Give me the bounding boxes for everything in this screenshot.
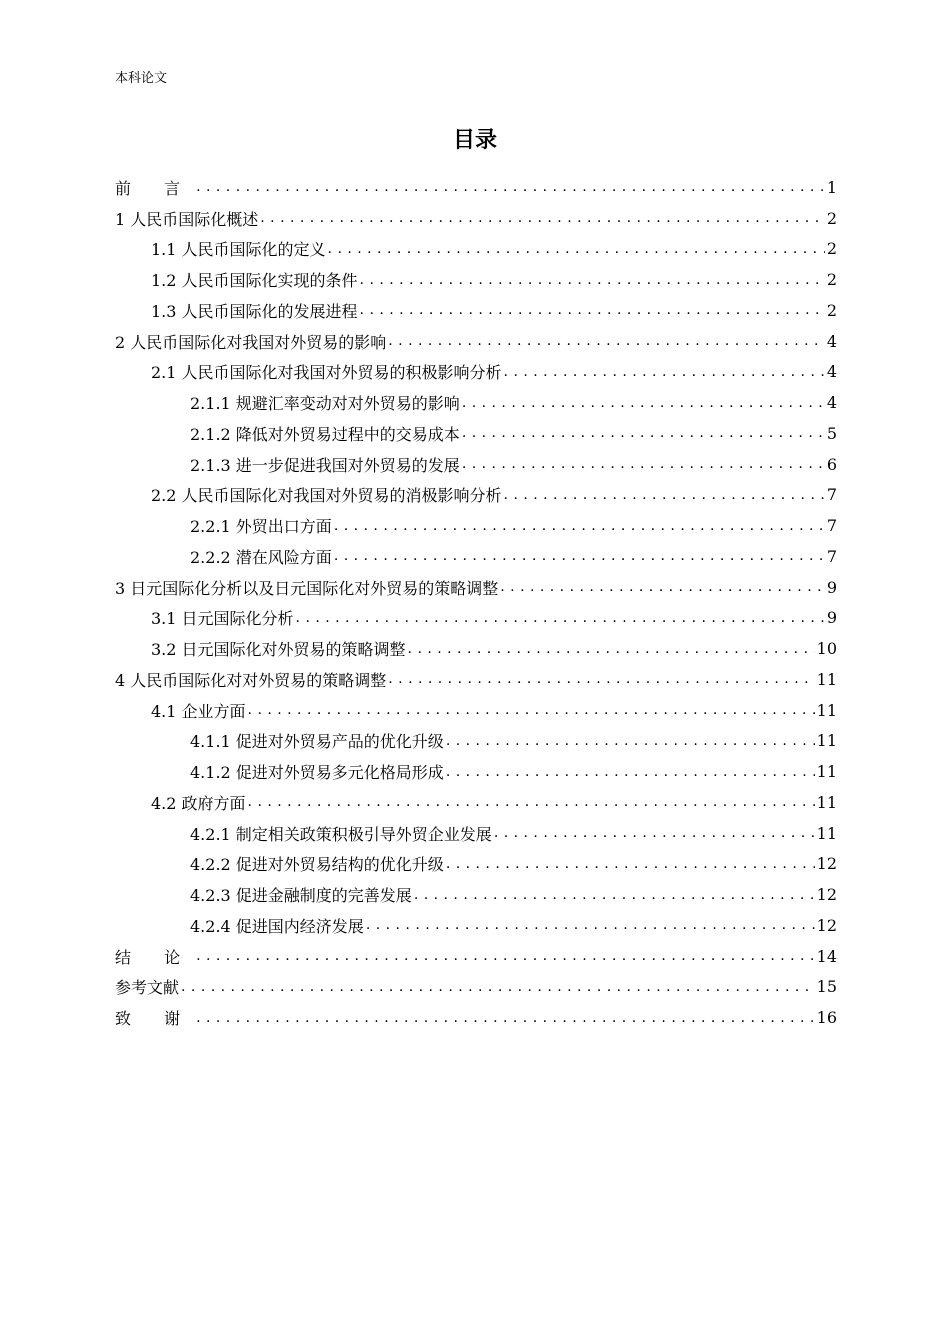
- toc-entry-page-number: 11: [816, 700, 837, 720]
- toc-entry[interactable]: [115, 449, 837, 480]
- toc-entry[interactable]: [115, 941, 837, 972]
- toc-leader-dots: [334, 516, 825, 536]
- toc-entry-page-number: 5: [826, 423, 837, 443]
- toc-entry-page-number: 11: [816, 731, 837, 751]
- toc-entry-page-number: 11: [816, 762, 837, 782]
- toc-leader-dots: [181, 977, 815, 997]
- toc-entry-label: 结 论: [115, 947, 195, 967]
- toc-entry[interactable]: [115, 726, 837, 757]
- toc-leader-dots: [196, 177, 825, 197]
- toc-entry-label: 2.2.1 外贸出口方面: [190, 517, 332, 537]
- toc-leader-dots: [196, 946, 815, 966]
- toc-entry-label: 2 人民币国际化对我国对外贸易的影响: [115, 332, 387, 352]
- toc-entry-label: 2.1.2 降低对外贸易过程中的交易成本: [190, 424, 460, 444]
- toc-entry-page-number: 6: [826, 454, 837, 474]
- toc-leader-dots: [504, 485, 825, 505]
- toc-entry-page-number: 16: [816, 1008, 837, 1028]
- toc-leader-dots: [462, 423, 825, 443]
- toc-leader-dots: [414, 885, 815, 905]
- toc-entry-page-number: 9: [826, 608, 837, 628]
- toc-entry-label: 4.2.3 促进金融制度的完善发展: [190, 886, 412, 906]
- toc-entry-page-number: 12: [816, 854, 837, 874]
- toc-entry-label: 1.3 人民币国际化的发展进程: [151, 301, 358, 321]
- table-of-contents: [115, 172, 837, 1033]
- toc-entry[interactable]: [115, 203, 837, 234]
- toc-entry-page-number: 15: [816, 977, 837, 997]
- toc-leader-dots: [360, 300, 825, 320]
- toc-entry[interactable]: [115, 818, 837, 849]
- toc-entry-label: 2.2.2 潜在风险方面: [190, 547, 332, 567]
- toc-entry-label: 4.2.4 促进国内经济发展: [190, 916, 364, 936]
- toc-leader-dots: [500, 577, 825, 597]
- toc-entry-page-number: 2: [826, 239, 837, 259]
- toc-leader-dots: [360, 270, 825, 290]
- toc-entry[interactable]: [115, 787, 837, 818]
- toc-entry-label: 4.2 政府方面: [151, 793, 246, 813]
- toc-entry-label: 1.1 人民币国际化的定义: [151, 240, 326, 260]
- toc-entry[interactable]: [115, 172, 837, 203]
- toc-entry[interactable]: [115, 295, 837, 326]
- toc-leader-dots: [446, 854, 815, 874]
- toc-entry-label: 3.1 日元国际化分析: [151, 609, 294, 629]
- toc-entry-label: 3.2 日元国际化对外贸易的策略调整: [151, 640, 406, 660]
- toc-leader-dots: [248, 792, 815, 812]
- toc-entry-label: 致 谢: [115, 1009, 195, 1029]
- toc-leader-dots: [504, 362, 825, 382]
- toc-leader-dots: [462, 393, 825, 413]
- toc-leader-dots: [462, 454, 825, 474]
- toc-entry[interactable]: [115, 664, 837, 695]
- toc-leader-dots: [366, 915, 815, 935]
- toc-entry[interactable]: [115, 234, 837, 265]
- toc-entry-label: 3 日元国际化分析以及日元国际化对外贸易的策略调整: [115, 578, 499, 598]
- toc-entry-page-number: 4: [826, 393, 837, 413]
- toc-entry[interactable]: [115, 603, 837, 634]
- toc-leader-dots: [388, 331, 825, 351]
- toc-entry[interactable]: [115, 541, 837, 572]
- toc-entry-page-number: 12: [816, 885, 837, 905]
- toc-entry-label: 4.2.2 促进对外贸易结构的优化升级: [190, 855, 444, 875]
- toc-entry-label: 2.1.3 进一步促进我国对外贸易的发展: [190, 455, 460, 475]
- toc-leader-dots: [446, 762, 815, 782]
- toc-leader-dots: [388, 669, 814, 689]
- toc-entry[interactable]: [115, 510, 837, 541]
- toc-entry-page-number: 1: [826, 177, 837, 197]
- toc-entry[interactable]: [115, 695, 837, 726]
- toc-entry-label: 前 言: [115, 178, 195, 198]
- toc-leader-dots: [196, 1008, 815, 1028]
- toc-entry[interactable]: [115, 879, 837, 910]
- toc-entry-label: 1.2 人民币国际化实现的条件: [151, 271, 358, 291]
- toc-leader-dots: [328, 239, 825, 259]
- toc-entry-label: 参考文献: [115, 978, 180, 998]
- toc-entry-page-number: 14: [816, 946, 837, 966]
- toc-entry-page-number: 10: [816, 639, 837, 659]
- toc-leader-dots: [446, 731, 815, 751]
- toc-entry-page-number: 2: [826, 270, 837, 290]
- toc-entry-page-number: 9: [826, 577, 837, 597]
- toc-entry-label: 2.2 人民币国际化对我国对外贸易的消极影响分析: [151, 486, 502, 506]
- toc-entry[interactable]: [115, 572, 837, 603]
- toc-entry[interactable]: [115, 756, 837, 787]
- toc-entry[interactable]: [115, 357, 837, 388]
- toc-entry-page-number: 11: [816, 823, 837, 843]
- toc-entry[interactable]: [115, 418, 837, 449]
- toc-entry-page-number: 2: [826, 208, 837, 228]
- toc-leader-dots: [296, 608, 825, 628]
- toc-leader-dots: [260, 208, 825, 228]
- toc-entry-page-number: 2: [826, 300, 837, 320]
- toc-entry-label: 4 人民币国际化对对外贸易的策略调整: [115, 670, 387, 690]
- toc-entry-label: 2.1.1 规避汇率变动对对外贸易的影响: [190, 394, 460, 414]
- toc-entry-page-number: 7: [826, 516, 837, 536]
- toc-entry-page-number: 11: [816, 669, 837, 689]
- toc-leader-dots: [334, 546, 825, 566]
- toc-entry-label: 4.1 企业方面: [151, 701, 246, 721]
- toc-entry-label: 4.1.2 促进对外贸易多元化格局形成: [190, 763, 444, 783]
- toc-entry[interactable]: [115, 387, 837, 418]
- toc-entry[interactable]: [115, 633, 837, 664]
- toc-entry[interactable]: [115, 480, 837, 511]
- toc-leader-dots: [248, 700, 815, 720]
- toc-entry-label: 2.1 人民币国际化对我国对外贸易的积极影响分析: [151, 363, 502, 383]
- toc-entry-page-number: 4: [826, 362, 837, 382]
- toc-entry[interactable]: [115, 849, 837, 880]
- page-title: 目录: [452, 128, 497, 153]
- toc-entry-page-number: 4: [826, 331, 837, 351]
- toc-entry-page-number: 12: [816, 915, 837, 935]
- toc-entry-label: 4.1.1 促进对外贸易产品的优化升级: [190, 732, 444, 752]
- toc-entry-label: 4.2.1 制定相关政策积极引导外贸企业发展: [190, 824, 492, 844]
- toc-entry-page-number: 7: [826, 485, 837, 505]
- toc-leader-dots: [494, 823, 815, 843]
- toc-entry[interactable]: [115, 1002, 837, 1033]
- toc-entry-page-number: 7: [826, 546, 837, 566]
- toc-entry[interactable]: [115, 910, 837, 941]
- toc-entry-page-number: 11: [816, 792, 837, 812]
- toc-entry[interactable]: [115, 326, 837, 357]
- page-header: 本科论文: [115, 71, 168, 86]
- toc-entry[interactable]: [115, 972, 837, 1003]
- toc-leader-dots: [408, 639, 815, 659]
- toc-entry-label: 1 人民币国际化概述: [115, 209, 259, 229]
- toc-entry[interactable]: [115, 264, 837, 295]
